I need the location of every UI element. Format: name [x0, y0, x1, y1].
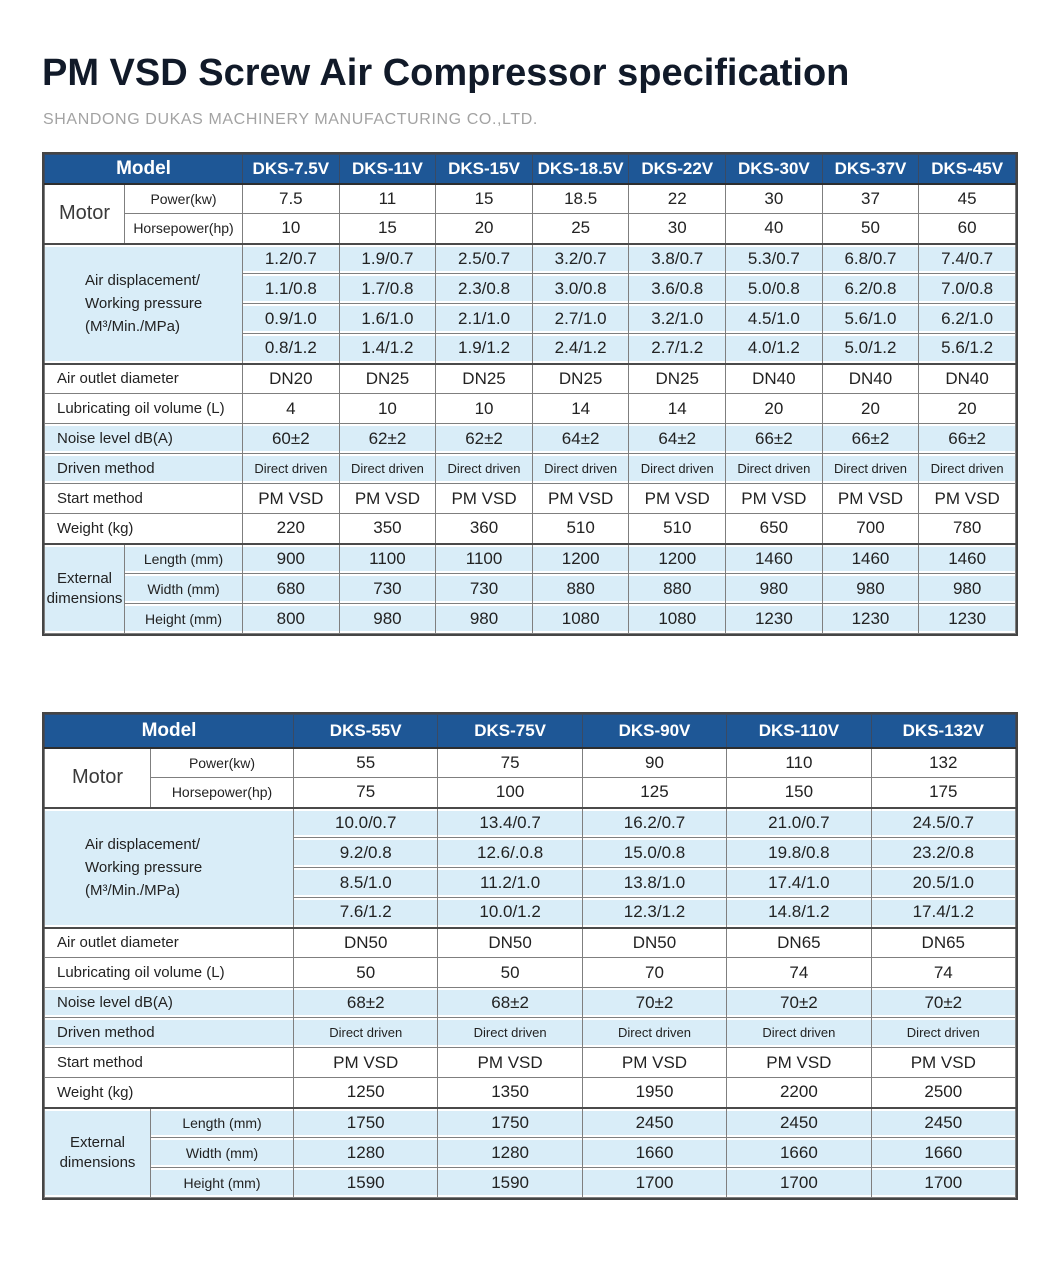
spec-value-cell: DN65 [727, 928, 871, 958]
spec-value-cell: PM VSD [726, 484, 823, 514]
spec-value-cell: 360 [436, 514, 533, 544]
row-label-power: Power(kw) [151, 748, 294, 778]
spec-value-cell: 15 [436, 184, 533, 214]
company-subtitle: SHANDONG DUKAS MACHINERY MANUFACTURING CO.,LTD. [43, 111, 538, 128]
row-label-noise: Noise level dB(A) [45, 988, 294, 1018]
spec-value-cell: 14 [629, 394, 726, 424]
spec-value-cell: 1.9/1.2 [436, 334, 533, 364]
air-label-line: (M³/Min./MPa) [85, 318, 180, 336]
spec-value-cell: 1700 [582, 1168, 726, 1198]
spec-value-cell: DN50 [582, 928, 726, 958]
model-column-header: DKS-7.5V [243, 155, 340, 184]
spec-value-cell: 17.4/1.0 [727, 868, 871, 898]
spec-value-cell: PM VSD [822, 484, 919, 514]
spec-value-cell: Direct driven [243, 454, 340, 484]
spec-value-cell: 22 [629, 184, 726, 214]
spec-value-cell: PM VSD [871, 1048, 1015, 1078]
spec-value-cell: 64±2 [532, 424, 629, 454]
row-label-driven: Driven method [45, 454, 243, 484]
spec-value-cell: Direct driven [871, 1018, 1015, 1048]
spec-value-cell: 1230 [822, 604, 919, 634]
spec-value-cell: 9.2/0.8 [294, 838, 438, 868]
spec-value-cell: 1280 [438, 1138, 582, 1168]
spec-value-cell: 7.6/1.2 [294, 898, 438, 928]
spec-value-cell: 980 [436, 604, 533, 634]
spec-value-cell: 5.0/0.8 [726, 274, 823, 304]
spec-value-cell: DN40 [919, 364, 1016, 394]
spec-value-cell: 2.1/1.0 [436, 304, 533, 334]
spec-value-cell: 3.8/0.7 [629, 244, 726, 274]
row-label-air_outlet: Air outlet diameter [45, 364, 243, 394]
spec-value-cell: 30 [726, 184, 823, 214]
spec-value-cell: 66±2 [726, 424, 823, 454]
spec-value-cell: 1750 [438, 1108, 582, 1138]
spec-value-cell: Direct driven [294, 1018, 438, 1048]
spec-value-cell: 1590 [294, 1168, 438, 1198]
spec-value-cell: 4.0/1.2 [726, 334, 823, 364]
spec-value-cell: 3.0/0.8 [532, 274, 629, 304]
spec-value-cell: Direct driven [629, 454, 726, 484]
spec-value-cell: 74 [871, 958, 1015, 988]
row-label-oil: Lubricating oil volume (L) [45, 394, 243, 424]
model-column-header: DKS-45V [919, 155, 1016, 184]
spec-value-cell: 1660 [871, 1138, 1015, 1168]
spec-value-cell: 60±2 [243, 424, 340, 454]
spec-value-cell: 15.0/0.8 [582, 838, 726, 868]
spec-value-cell: 0.8/1.2 [243, 334, 340, 364]
row-label-horsepower: Horsepower(hp) [151, 778, 294, 808]
spec-value-cell: Direct driven [436, 454, 533, 484]
spec-value-cell: 20 [726, 394, 823, 424]
spec-value-cell: 100 [438, 778, 582, 808]
model-column-header: DKS-11V [339, 155, 436, 184]
spec-value-cell: DN20 [243, 364, 340, 394]
spec-value-cell: 1700 [871, 1168, 1015, 1198]
group-label-motor: Motor [45, 748, 151, 808]
spec-value-cell: 13.4/0.7 [438, 808, 582, 838]
spec-value-cell: 23.2/0.8 [871, 838, 1015, 868]
spec-value-cell: 800 [243, 604, 340, 634]
spec-value-cell: DN50 [438, 928, 582, 958]
spec-value-cell: Direct driven [339, 454, 436, 484]
spec-value-cell: 66±2 [822, 424, 919, 454]
spec-value-cell: DN65 [871, 928, 1015, 958]
row-label-weight: Weight (kg) [45, 514, 243, 544]
model-column-header: DKS-15V [436, 155, 533, 184]
row-label-air-displacement [45, 808, 294, 928]
air-label-line: Air displacement/ [85, 835, 201, 853]
spec-value-cell: 1590 [438, 1168, 582, 1198]
group-label-external: External dimensions [45, 544, 125, 634]
group-label-external: External dimensions [45, 1108, 151, 1198]
spec-value-cell: 68±2 [438, 988, 582, 1018]
spec-value-cell: 19.8/0.8 [727, 838, 871, 868]
spec-value-cell: 13.8/1.0 [582, 868, 726, 898]
spec-value-cell: 20.5/1.0 [871, 868, 1015, 898]
spec-table-small-models [42, 152, 1018, 636]
row-label-noise: Noise level dB(A) [45, 424, 243, 454]
model-column-header: DKS-110V [727, 715, 871, 748]
group-label-motor: Motor [45, 184, 125, 244]
spec-value-cell: 14 [532, 394, 629, 424]
row-label-start: Start method [45, 1048, 294, 1078]
spec-value-cell: 980 [822, 574, 919, 604]
spec-value-cell: 66±2 [919, 424, 1016, 454]
spec-value-cell: 1.9/0.7 [339, 244, 436, 274]
row-label-width: Width (mm) [151, 1138, 294, 1168]
spec-value-cell: 0.9/1.0 [243, 304, 340, 334]
spec-value-cell: 3.2/0.7 [532, 244, 629, 274]
spec-value-cell: 1280 [294, 1138, 438, 1168]
model-column-header: DKS-75V [438, 715, 582, 748]
spec-value-cell: 980 [726, 574, 823, 604]
spec-value-cell: 510 [629, 514, 726, 544]
spec-value-cell: DN25 [532, 364, 629, 394]
spec-value-cell: 1230 [919, 604, 1016, 634]
spec-value-cell: 11.2/1.0 [438, 868, 582, 898]
row-label-length: Length (mm) [125, 544, 243, 574]
spec-value-cell: 680 [243, 574, 340, 604]
spec-value-cell: 980 [339, 604, 436, 634]
spec-value-cell: 2200 [727, 1078, 871, 1108]
spec-value-cell: 37 [822, 184, 919, 214]
spec-value-cell: 730 [436, 574, 533, 604]
spec-value-cell: DN40 [822, 364, 919, 394]
spec-value-cell: 1.4/1.2 [339, 334, 436, 364]
spec-value-cell: PM VSD [438, 1048, 582, 1078]
spec-value-cell: 6.8/0.7 [822, 244, 919, 274]
spec-value-cell: 25 [532, 214, 629, 244]
spec-value-cell: 1250 [294, 1078, 438, 1108]
spec-value-cell: 17.4/1.2 [871, 898, 1015, 928]
spec-value-cell: 880 [532, 574, 629, 604]
air-label-line: (M³/Min./MPa) [85, 882, 180, 900]
spec-value-cell: 5.6/1.0 [822, 304, 919, 334]
spec-value-cell: Direct driven [919, 454, 1016, 484]
model-column-header: DKS-22V [629, 155, 726, 184]
spec-value-cell: 50 [294, 958, 438, 988]
spec-value-cell: 24.5/0.7 [871, 808, 1015, 838]
spec-value-cell: 1200 [629, 544, 726, 574]
spec-value-cell: Direct driven [726, 454, 823, 484]
spec-value-cell: PM VSD [436, 484, 533, 514]
spec-value-cell: 8.5/1.0 [294, 868, 438, 898]
spec-value-cell: 6.2/0.8 [822, 274, 919, 304]
spec-value-cell: 5.6/1.2 [919, 334, 1016, 364]
spec-value-cell: Direct driven [727, 1018, 871, 1048]
spec-value-cell: 70±2 [727, 988, 871, 1018]
spec-value-cell: 132 [871, 748, 1015, 778]
spec-value-cell: 10.0/1.2 [438, 898, 582, 928]
model-column-header: DKS-18.5V [532, 155, 629, 184]
spec-value-cell: 10 [243, 214, 340, 244]
spec-value-cell: 150 [727, 778, 871, 808]
spec-value-cell: 6.2/1.0 [919, 304, 1016, 334]
spec-value-cell: 5.3/0.7 [726, 244, 823, 274]
spec-value-cell: 2.7/1.2 [629, 334, 726, 364]
spec-value-cell: DN25 [339, 364, 436, 394]
spec-value-cell: 125 [582, 778, 726, 808]
spec-value-cell: 1460 [726, 544, 823, 574]
spec-value-cell: 980 [919, 574, 1016, 604]
spec-value-cell: 62±2 [436, 424, 533, 454]
spec-value-cell: 62±2 [339, 424, 436, 454]
spec-value-cell: DN40 [726, 364, 823, 394]
spec-value-cell: 16.2/0.7 [582, 808, 726, 838]
spec-value-cell: 11 [339, 184, 436, 214]
spec-value-cell: 45 [919, 184, 1016, 214]
spec-value-cell: Direct driven [438, 1018, 582, 1048]
model-column-header: DKS-37V [822, 155, 919, 184]
spec-value-cell: 74 [727, 958, 871, 988]
spec-value-cell: 175 [871, 778, 1015, 808]
spec-value-cell: 15 [339, 214, 436, 244]
air-label-line: Working pressure [85, 294, 203, 312]
spec-value-cell: 12.6/.0.8 [438, 838, 582, 868]
row-label-height: Height (mm) [125, 604, 243, 634]
spec-value-cell: 2500 [871, 1078, 1015, 1108]
spec-value-cell: 70±2 [582, 988, 726, 1018]
spec-value-cell: 4.5/1.0 [726, 304, 823, 334]
spec-value-cell: 21.0/0.7 [727, 808, 871, 838]
spec-value-cell: 2.5/0.7 [436, 244, 533, 274]
spec-value-cell: 1080 [629, 604, 726, 634]
spec-value-cell: 350 [339, 514, 436, 544]
spec-value-cell: 880 [629, 574, 726, 604]
row-label-horsepower: Horsepower(hp) [125, 214, 243, 244]
spec-value-cell: 3.2/1.0 [629, 304, 726, 334]
air-label-line: Air displacement/ [85, 271, 201, 289]
model-column-header: DKS-90V [582, 715, 726, 748]
spec-value-cell: 75 [438, 748, 582, 778]
spec-value-cell: 70 [582, 958, 726, 988]
spec-value-cell: 10.0/0.7 [294, 808, 438, 838]
spec-value-cell: 1460 [822, 544, 919, 574]
model-column-header: DKS-132V [871, 715, 1015, 748]
spec-value-cell: 64±2 [629, 424, 726, 454]
spec-value-cell: 1080 [532, 604, 629, 634]
spec-table [44, 154, 1016, 634]
spec-value-cell: 1750 [294, 1108, 438, 1138]
spec-value-cell: 780 [919, 514, 1016, 544]
spec-value-cell: 7.5 [243, 184, 340, 214]
spec-value-cell: PM VSD [243, 484, 340, 514]
spec-value-cell: 2450 [582, 1108, 726, 1138]
spec-value-cell: 10 [339, 394, 436, 424]
spec-value-cell: 7.4/0.7 [919, 244, 1016, 274]
spec-value-cell: 510 [532, 514, 629, 544]
row-label-air-displacement [45, 244, 243, 364]
spec-table [44, 714, 1016, 1198]
spec-value-cell: 50 [438, 958, 582, 988]
spec-value-cell: 30 [629, 214, 726, 244]
spec-value-cell: DN25 [436, 364, 533, 394]
spec-value-cell: PM VSD [339, 484, 436, 514]
spec-table-large-models [42, 712, 1018, 1200]
model-header-label: Model [45, 155, 243, 184]
spec-value-cell: 1200 [532, 544, 629, 574]
spec-value-cell: 1350 [438, 1078, 582, 1108]
spec-value-cell: 18.5 [532, 184, 629, 214]
spec-value-cell: 70±2 [871, 988, 1015, 1018]
spec-value-cell: Direct driven [532, 454, 629, 484]
spec-value-cell: 1460 [919, 544, 1016, 574]
spec-value-cell: 700 [822, 514, 919, 544]
spec-value-cell: PM VSD [727, 1048, 871, 1078]
spec-value-cell: 50 [822, 214, 919, 244]
spec-value-cell: 1.7/0.8 [339, 274, 436, 304]
row-label-oil: Lubricating oil volume (L) [45, 958, 294, 988]
spec-value-cell: 60 [919, 214, 1016, 244]
spec-value-cell: 40 [726, 214, 823, 244]
spec-value-cell: 1.2/0.7 [243, 244, 340, 274]
spec-value-cell: 3.6/0.8 [629, 274, 726, 304]
spec-value-cell: 1.1/0.8 [243, 274, 340, 304]
row-label-power: Power(kw) [125, 184, 243, 214]
spec-value-cell: 55 [294, 748, 438, 778]
spec-value-cell: 220 [243, 514, 340, 544]
spec-value-cell: 1.6/1.0 [339, 304, 436, 334]
spec-value-cell: 12.3/1.2 [582, 898, 726, 928]
spec-value-cell: DN25 [629, 364, 726, 394]
spec-value-cell: 1950 [582, 1078, 726, 1108]
spec-value-cell: 75 [294, 778, 438, 808]
row-label-length: Length (mm) [151, 1108, 294, 1138]
spec-value-cell: Direct driven [822, 454, 919, 484]
spec-value-cell: 1230 [726, 604, 823, 634]
spec-value-cell: 2.7/1.0 [532, 304, 629, 334]
spec-value-cell: 2.3/0.8 [436, 274, 533, 304]
row-label-driven: Driven method [45, 1018, 294, 1048]
spec-value-cell: 10 [436, 394, 533, 424]
page-title: PM VSD Screw Air Compressor specification [42, 52, 850, 94]
spec-value-cell: 1660 [727, 1138, 871, 1168]
model-header-label: Model [45, 715, 294, 748]
model-column-header: DKS-55V [294, 715, 438, 748]
spec-value-cell: PM VSD [532, 484, 629, 514]
spec-value-cell: 1100 [436, 544, 533, 574]
spec-value-cell: 730 [339, 574, 436, 604]
spec-value-cell: 68±2 [294, 988, 438, 1018]
spec-value-cell: 2450 [871, 1108, 1015, 1138]
row-label-height: Height (mm) [151, 1168, 294, 1198]
spec-value-cell: 900 [243, 544, 340, 574]
spec-value-cell: 20 [919, 394, 1016, 424]
spec-value-cell: 14.8/1.2 [727, 898, 871, 928]
spec-value-cell: 4 [243, 394, 340, 424]
spec-value-cell: 1100 [339, 544, 436, 574]
air-label-line: Working pressure [85, 858, 203, 876]
row-label-width: Width (mm) [125, 574, 243, 604]
row-label-air_outlet: Air outlet diameter [45, 928, 294, 958]
spec-value-cell: 5.0/1.2 [822, 334, 919, 364]
spec-value-cell: PM VSD [919, 484, 1016, 514]
spec-value-cell: DN50 [294, 928, 438, 958]
spec-value-cell: 2450 [727, 1108, 871, 1138]
spec-value-cell: 20 [436, 214, 533, 244]
model-column-header: DKS-30V [726, 155, 823, 184]
spec-value-cell: 650 [726, 514, 823, 544]
spec-value-cell: Direct driven [582, 1018, 726, 1048]
spec-value-cell: 90 [582, 748, 726, 778]
row-label-weight: Weight (kg) [45, 1078, 294, 1108]
spec-value-cell: 20 [822, 394, 919, 424]
spec-value-cell: PM VSD [629, 484, 726, 514]
spec-value-cell: 1700 [727, 1168, 871, 1198]
row-label-start: Start method [45, 484, 243, 514]
spec-value-cell: 2.4/1.2 [532, 334, 629, 364]
spec-value-cell: PM VSD [294, 1048, 438, 1078]
spec-value-cell: 7.0/0.8 [919, 274, 1016, 304]
spec-value-cell: 110 [727, 748, 871, 778]
spec-value-cell: 1660 [582, 1138, 726, 1168]
spec-value-cell: PM VSD [582, 1048, 726, 1078]
